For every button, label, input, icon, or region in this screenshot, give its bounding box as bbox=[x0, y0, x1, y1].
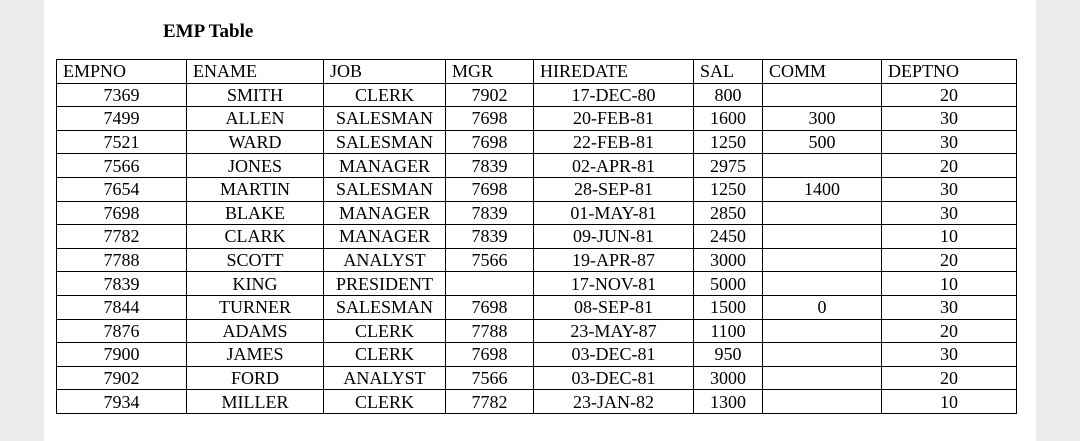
cell-mgr: 7566 bbox=[446, 248, 534, 272]
cell-sal: 1250 bbox=[694, 130, 763, 154]
cell-deptno: 20 bbox=[882, 248, 1017, 272]
table-row bbox=[57, 272, 1017, 296]
cell-comm bbox=[763, 201, 882, 225]
cell-ename: WARD bbox=[187, 130, 324, 154]
cell-empno: 7698 bbox=[57, 201, 187, 225]
cell-empno: 7566 bbox=[57, 154, 187, 178]
header-row bbox=[57, 60, 1017, 84]
cell-job: CLERK bbox=[324, 83, 446, 107]
column-header-mgr: MGR bbox=[446, 60, 534, 84]
table-row bbox=[57, 177, 1017, 201]
column-header-job: JOB bbox=[324, 60, 446, 84]
cell-job: SALESMAN bbox=[324, 295, 446, 319]
cell-sal: 5000 bbox=[694, 272, 763, 296]
cell-empno: 7902 bbox=[57, 366, 187, 390]
table-row bbox=[57, 154, 1017, 178]
cell-deptno: 20 bbox=[882, 366, 1017, 390]
cell-hiredate: 19-APR-87 bbox=[534, 248, 694, 272]
cell-sal: 2975 bbox=[694, 154, 763, 178]
emp-table bbox=[56, 59, 1017, 414]
table-title: EMP Table bbox=[163, 21, 254, 42]
cell-comm bbox=[763, 366, 882, 390]
cell-job: MANAGER bbox=[324, 225, 446, 249]
cell-deptno: 20 bbox=[882, 154, 1017, 178]
cell-empno: 7839 bbox=[57, 272, 187, 296]
cell-empno: 7788 bbox=[57, 248, 187, 272]
cell-sal: 3000 bbox=[694, 366, 763, 390]
cell-job: ANALYST bbox=[324, 366, 446, 390]
table-row bbox=[57, 343, 1017, 367]
cell-job: MANAGER bbox=[324, 201, 446, 225]
cell-mgr: 7839 bbox=[446, 154, 534, 178]
cell-mgr: 7782 bbox=[446, 390, 534, 414]
cell-mgr: 7839 bbox=[446, 225, 534, 249]
cell-deptno: 30 bbox=[882, 177, 1017, 201]
cell-empno: 7521 bbox=[57, 130, 187, 154]
cell-sal: 1500 bbox=[694, 295, 763, 319]
cell-comm: 0 bbox=[763, 295, 882, 319]
table-row bbox=[57, 248, 1017, 272]
cell-empno: 7782 bbox=[57, 225, 187, 249]
cell-ename: ALLEN bbox=[187, 107, 324, 131]
cell-job: ANALYST bbox=[324, 248, 446, 272]
cell-job: SALESMAN bbox=[324, 130, 446, 154]
cell-comm: 300 bbox=[763, 107, 882, 131]
column-header-empno: EMPNO bbox=[57, 60, 187, 84]
cell-empno: 7900 bbox=[57, 343, 187, 367]
cell-mgr: 7698 bbox=[446, 107, 534, 131]
cell-sal: 1600 bbox=[694, 107, 763, 131]
cell-comm bbox=[763, 343, 882, 367]
cell-sal: 3000 bbox=[694, 248, 763, 272]
cell-ename: KING bbox=[187, 272, 324, 296]
cell-ename: JONES bbox=[187, 154, 324, 178]
cell-ename: SMITH bbox=[187, 83, 324, 107]
cell-mgr: 7698 bbox=[446, 343, 534, 367]
cell-sal: 1100 bbox=[694, 319, 763, 343]
table-body bbox=[57, 83, 1017, 413]
cell-hiredate: 22-FEB-81 bbox=[534, 130, 694, 154]
cell-mgr: 7788 bbox=[446, 319, 534, 343]
table-row bbox=[57, 366, 1017, 390]
cell-job: CLERK bbox=[324, 343, 446, 367]
cell-ename: FORD bbox=[187, 366, 324, 390]
cell-ename: SCOTT bbox=[187, 248, 324, 272]
cell-ename: CLARK bbox=[187, 225, 324, 249]
cell-deptno: 20 bbox=[882, 319, 1017, 343]
cell-sal: 1300 bbox=[694, 390, 763, 414]
cell-sal: 800 bbox=[694, 83, 763, 107]
table-row bbox=[57, 225, 1017, 249]
cell-hiredate: 20-FEB-81 bbox=[534, 107, 694, 131]
cell-deptno: 30 bbox=[882, 295, 1017, 319]
table-row bbox=[57, 201, 1017, 225]
cell-hiredate: 28-SEP-81 bbox=[534, 177, 694, 201]
cell-job: SALESMAN bbox=[324, 177, 446, 201]
cell-deptno: 30 bbox=[882, 130, 1017, 154]
cell-deptno: 30 bbox=[882, 107, 1017, 131]
cell-empno: 7654 bbox=[57, 177, 187, 201]
cell-hiredate: 17-DEC-80 bbox=[534, 83, 694, 107]
cell-deptno: 30 bbox=[882, 201, 1017, 225]
table-row bbox=[57, 107, 1017, 131]
column-header-deptno: DEPTNO bbox=[882, 60, 1017, 84]
cell-mgr: 7698 bbox=[446, 295, 534, 319]
cell-hiredate: 23-JAN-82 bbox=[534, 390, 694, 414]
cell-ename: MARTIN bbox=[187, 177, 324, 201]
table-row bbox=[57, 390, 1017, 414]
cell-deptno: 10 bbox=[882, 390, 1017, 414]
cell-mgr: 7902 bbox=[446, 83, 534, 107]
cell-job: PRESIDENT bbox=[324, 272, 446, 296]
cell-hiredate: 01-MAY-81 bbox=[534, 201, 694, 225]
cell-empno: 7369 bbox=[57, 83, 187, 107]
column-header-hiredate: HIREDATE bbox=[534, 60, 694, 84]
table-row bbox=[57, 83, 1017, 107]
cell-mgr bbox=[446, 272, 534, 296]
cell-comm: 1400 bbox=[763, 177, 882, 201]
table-row bbox=[57, 130, 1017, 154]
cell-hiredate: 09-JUN-81 bbox=[534, 225, 694, 249]
column-header-sal: SAL bbox=[694, 60, 763, 84]
cell-job: MANAGER bbox=[324, 154, 446, 178]
cell-deptno: 20 bbox=[882, 83, 1017, 107]
cell-mgr: 7566 bbox=[446, 366, 534, 390]
cell-ename: ADAMS bbox=[187, 319, 324, 343]
cell-job: CLERK bbox=[324, 390, 446, 414]
cell-mgr: 7839 bbox=[446, 201, 534, 225]
cell-job: CLERK bbox=[324, 319, 446, 343]
cell-mgr: 7698 bbox=[446, 130, 534, 154]
cell-empno: 7499 bbox=[57, 107, 187, 131]
cell-comm: 500 bbox=[763, 130, 882, 154]
cell-hiredate: 08-SEP-81 bbox=[534, 295, 694, 319]
cell-hiredate: 23-MAY-87 bbox=[534, 319, 694, 343]
cell-comm bbox=[763, 390, 882, 414]
cell-empno: 7934 bbox=[57, 390, 187, 414]
cell-sal: 2450 bbox=[694, 225, 763, 249]
cell-comm bbox=[763, 272, 882, 296]
cell-comm bbox=[763, 154, 882, 178]
cell-hiredate: 17-NOV-81 bbox=[534, 272, 694, 296]
cell-comm bbox=[763, 319, 882, 343]
cell-hiredate: 03-DEC-81 bbox=[534, 366, 694, 390]
column-header-ename: ENAME bbox=[187, 60, 324, 84]
cell-mgr: 7698 bbox=[446, 177, 534, 201]
cell-ename: MILLER bbox=[187, 390, 324, 414]
cell-ename: JAMES bbox=[187, 343, 324, 367]
cell-deptno: 30 bbox=[882, 343, 1017, 367]
cell-comm bbox=[763, 248, 882, 272]
cell-deptno: 10 bbox=[882, 272, 1017, 296]
cell-comm bbox=[763, 83, 882, 107]
cell-sal: 1250 bbox=[694, 177, 763, 201]
cell-hiredate: 03-DEC-81 bbox=[534, 343, 694, 367]
table-row bbox=[57, 319, 1017, 343]
cell-ename: TURNER bbox=[187, 295, 324, 319]
cell-sal: 950 bbox=[694, 343, 763, 367]
cell-comm bbox=[763, 225, 882, 249]
cell-job: SALESMAN bbox=[324, 107, 446, 131]
document-page bbox=[44, 0, 1036, 441]
cell-hiredate: 02-APR-81 bbox=[534, 154, 694, 178]
cell-empno: 7876 bbox=[57, 319, 187, 343]
column-header-comm: COMM bbox=[763, 60, 882, 84]
cell-sal: 2850 bbox=[694, 201, 763, 225]
cell-deptno: 10 bbox=[882, 225, 1017, 249]
table-row bbox=[57, 295, 1017, 319]
cell-empno: 7844 bbox=[57, 295, 187, 319]
cell-ename: BLAKE bbox=[187, 201, 324, 225]
